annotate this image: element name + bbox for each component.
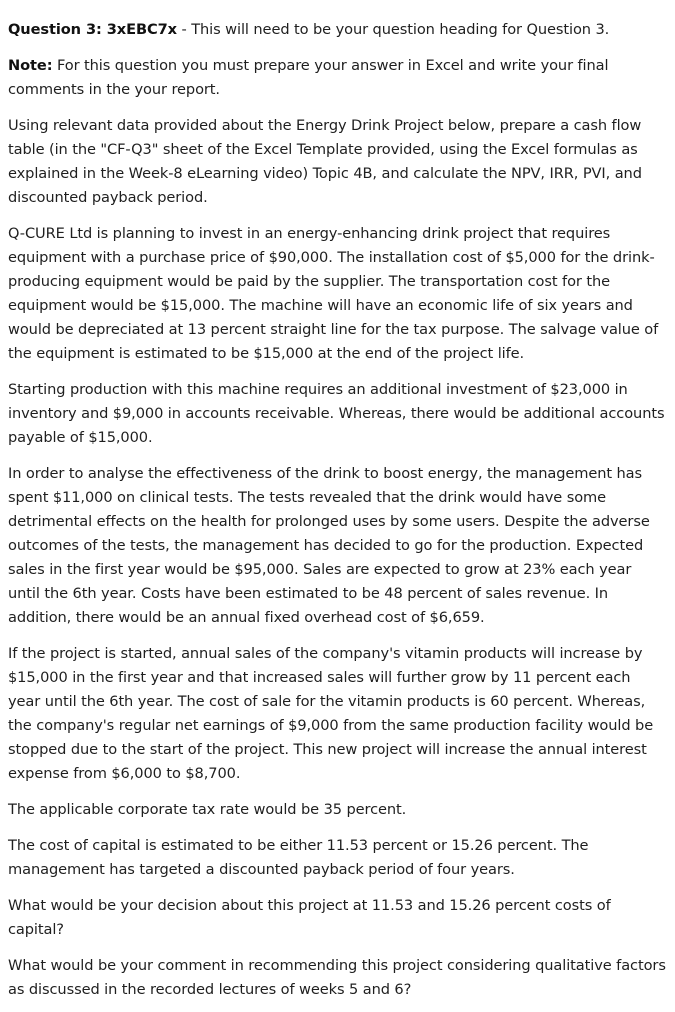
- instructions-paragraph: Using relevant data provided about the Energy Drink Project below, prepare a cash flow table (in the "CF-Q3" sheet of the Excel Template provided, using the Excel formulas as explained in the Week-8 eLearning video) Topic 4B, and calculate the NPV, IRR, PVI, and discounted payback period.: [8, 117, 642, 206]
- equipment-paragraph: Q-CURE Ltd is planning to invest in an energy-enhancing drink project that requires equipment with a purchase price of $90,000. The installation cost of $5,000 for the drink-producing equipment would be paid by the supplier. The transportation cost for the equipment would be $15,000. The machine will have an economic life of six years and would be depreciated at 13 percent straight line for the tax purpose. The salvage value of the equipment is estimated to be $15,000 at the end of the project life.: [8, 225, 659, 362]
- working-capital-paragraph: Starting production with this machine requires an additional investment of $23,000 in inventory and $9,000 in accounts receivable. Whereas, there would be additional accounts payable of $15,000.: [8, 381, 665, 446]
- tax-rate-paragraph: The applicable corporate tax rate would be 35 percent.: [8, 801, 407, 818]
- cost-of-capital-paragraph: The cost of capital is estimated to be either 11.53 percent or 15.26 percent. The management has targeted a discounted payback period of four years.: [8, 837, 589, 878]
- decision-question: What would be your decision about this project at 11.53 and 15.26 percent costs of capital?: [8, 897, 611, 938]
- question-heading-label: Question 3: 3xEBC7x: [8, 21, 177, 38]
- side-effects-paragraph: If the project is started, annual sales of the company's vitamin products will increase by $15,000 in the first year and that increased sales will further grow by 11 percent each year until the 6th year. The cost of sale for the vitamin products is 60 percent. Whereas, the company's regular net earnings of $9,000 from the same production facility would be stopped due to the start of the project. This new project will increase the annual interest expense from $6,000 to $8,700.: [8, 645, 654, 782]
- note-label: Note:: [8, 57, 53, 74]
- question-heading: [8, 18, 667, 42]
- note-paragraph: [8, 54, 667, 102]
- sales-costs-paragraph: In order to analyse the effectiveness of the drink to boost energy, the management has spent $11,000 on clinical tests. The tests revealed that the drink would have some detrimental effects on the health for prolonged uses by some users. Despite the adverse outcomes of the tests, the management has decided to go for the production. Expected sales in the first year would be $95,000. Sales are expected to grow at 23% each year until the 6th year. Costs have been estimated to be 48 percent of sales revenue. In addition, there would be an annual fixed overhead cost of $6,659.: [8, 465, 650, 626]
- note-text: For this question you must prepare your answer in Excel and write your final comments in the your report.: [8, 57, 609, 98]
- qualitative-question: What would be your comment in recommending this project considering qualitative factors as discussed in the recorded lectures of weeks 5 and 6?: [8, 957, 666, 998]
- question-heading-text: - This will need to be your question heading for Question 3.: [176, 21, 610, 38]
